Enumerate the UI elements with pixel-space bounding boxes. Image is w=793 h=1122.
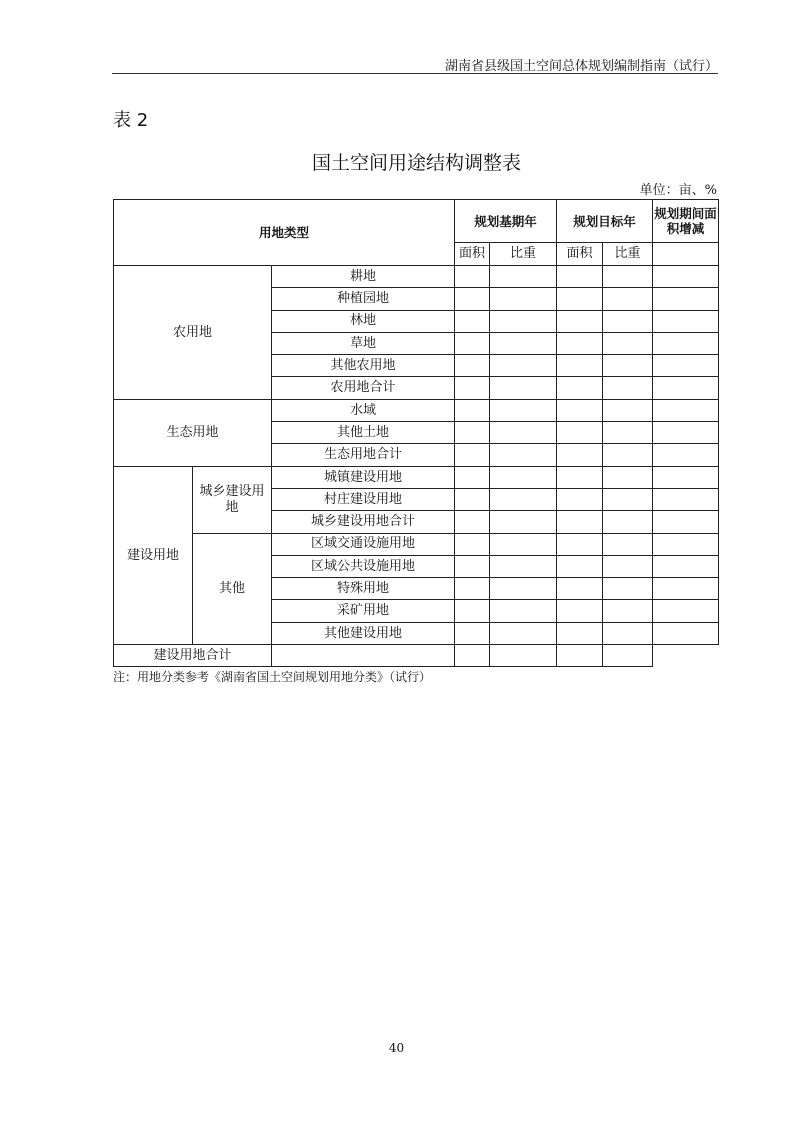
unit-label: 单位：亩、% (639, 183, 717, 198)
header-area: 面积 (455, 243, 490, 266)
group-eco: 生态用地 (114, 399, 272, 466)
row-label: 生态用地合计 (272, 444, 455, 466)
header-change: 规划期间面积增减 (653, 200, 719, 243)
header-ratio: 比重 (603, 243, 653, 266)
row-label: 采矿用地 (272, 600, 455, 622)
row-label: 特殊用地 (272, 578, 455, 600)
row-label: 村庄建设用地 (272, 488, 455, 510)
group-construction: 建设用地 (114, 466, 193, 644)
row-label: 水域 (272, 399, 455, 421)
table-title: 国土空间用途结构调整表 (311, 152, 521, 174)
table-note: 注：用地分类参考《湖南省国土空间规划用地分类》（试行） (113, 670, 432, 684)
group-agri: 农用地 (114, 266, 272, 400)
row-label: 其他农用地 (272, 355, 455, 377)
header-target-year: 规划目标年 (557, 200, 653, 243)
running-header: 湖南省县级国土空间总体规划编制指南（试行） (444, 59, 718, 74)
row-label: 城镇建设用地 (272, 466, 455, 488)
row-label-construction-total: 建设用地合计 (114, 645, 272, 667)
land-use-structure-table (113, 199, 719, 667)
header-area: 面积 (557, 243, 603, 266)
row-label: 其他土地 (272, 422, 455, 444)
page-number: 40 (388, 1041, 405, 1055)
row-label: 城乡建设用地合计 (272, 511, 455, 533)
header-land-type: 用地类型 (114, 200, 455, 266)
row-label: 林地 (272, 310, 455, 332)
header-rule (112, 73, 718, 74)
row-label: 区域交通设施用地 (272, 533, 455, 555)
row-label: 其他建设用地 (272, 622, 455, 644)
row-label: 种植园地 (272, 288, 455, 310)
subgroup-other: 其他 (193, 533, 272, 644)
header-base-year: 规划基期年 (455, 200, 557, 243)
header-ratio: 比重 (490, 243, 557, 266)
row-label: 区域公共设施用地 (272, 555, 455, 577)
table-label: 表 2 (113, 110, 149, 131)
header-change-blank (653, 243, 719, 266)
row-label: 耕地 (272, 266, 455, 288)
subgroup-urban-rural: 城乡建设用地 (193, 466, 272, 533)
row-label: 农用地合计 (272, 377, 455, 399)
row-label: 草地 (272, 332, 455, 354)
